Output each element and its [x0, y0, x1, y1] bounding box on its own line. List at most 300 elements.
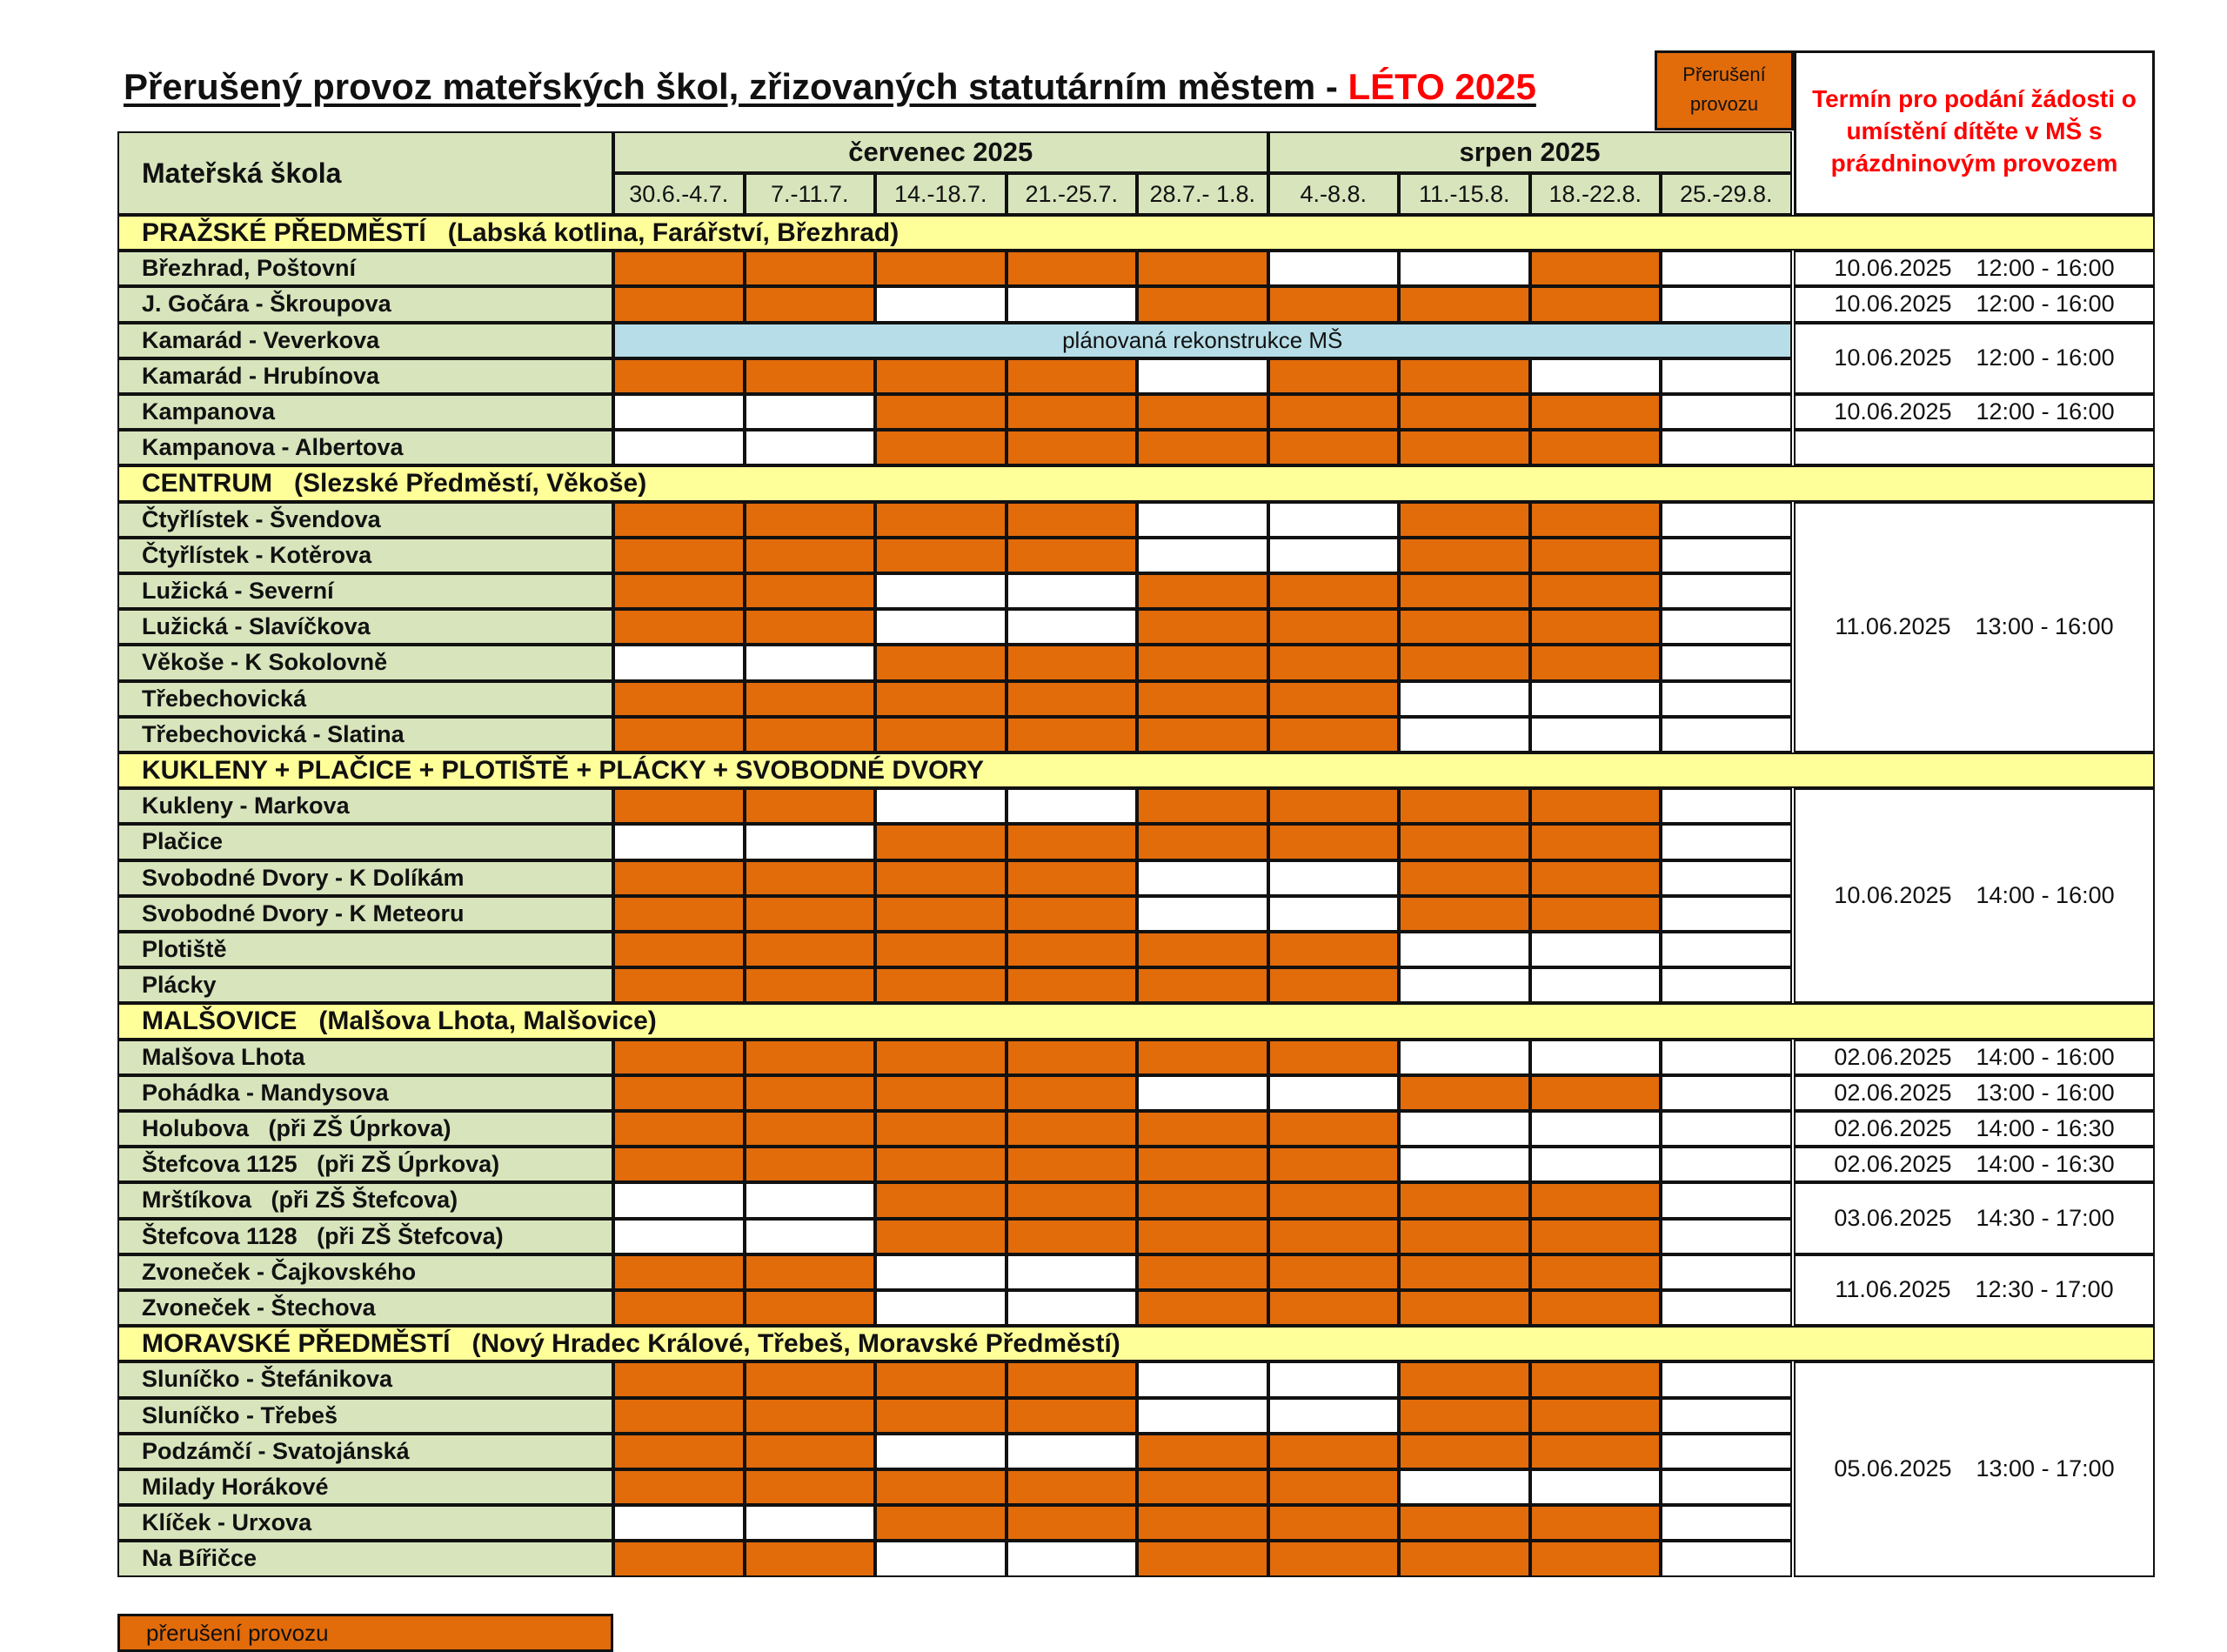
- deadline-cell: [1794, 1182, 2155, 1254]
- closure-cell: [1006, 717, 1138, 752]
- page-title-accent: LÉTO 2025: [1348, 66, 1536, 107]
- closure-cell: [1137, 967, 1268, 1003]
- closure-cell: [745, 1398, 876, 1434]
- closure-cell: [1268, 573, 1400, 609]
- open-cell: [745, 1505, 876, 1541]
- deadline-time: 14:00 - 16:00: [1976, 882, 2115, 909]
- closure-cell: [613, 681, 745, 717]
- closure-cell: [613, 1075, 745, 1111]
- open-cell: [1268, 1075, 1400, 1111]
- closure-cell: [1530, 502, 1662, 538]
- open-cell: [1268, 1398, 1400, 1434]
- open-cell: [875, 788, 1006, 824]
- closure-cell: [1399, 788, 1530, 824]
- closure-cell: [875, 430, 1006, 465]
- closure-cell: [613, 1434, 745, 1469]
- open-cell: [1399, 681, 1530, 717]
- open-cell: [1661, 1361, 1792, 1397]
- school-name: Věkoše - K Sokolovně: [117, 645, 613, 680]
- closure-cell: [1399, 573, 1530, 609]
- closure-cell: [1137, 1254, 1268, 1290]
- school-name: Mrštíkova (při ZŠ Štefcova): [117, 1182, 613, 1218]
- closure-cell: [1268, 1219, 1400, 1254]
- closure-cell: [1268, 717, 1400, 752]
- closure-cell: [1268, 1147, 1400, 1182]
- closure-cell: [875, 896, 1006, 932]
- deadline-time: 14:00 - 16:00: [1976, 1043, 2115, 1070]
- closure-cell: [875, 932, 1006, 967]
- week-header: 25.-29.8.: [1661, 173, 1792, 215]
- open-cell: [613, 430, 745, 465]
- open-cell: [1399, 1469, 1530, 1505]
- school-column-header: Mateřská škola: [117, 131, 613, 215]
- week-header: 4.-8.8.: [1268, 173, 1400, 215]
- open-cell: [1268, 251, 1400, 286]
- closure-cell: [1268, 609, 1400, 645]
- closure-cell: [875, 1469, 1006, 1505]
- deadline-date: 10.06.2025: [1834, 255, 1952, 282]
- school-name: Kamarád - Veverkova: [117, 323, 613, 358]
- closure-cell: [613, 358, 745, 394]
- open-cell: [1006, 573, 1138, 609]
- open-cell: [1661, 538, 1792, 573]
- school-name: Sluníčko - Štefánikova: [117, 1361, 613, 1397]
- closure-cell: [745, 1040, 876, 1075]
- section-row: PRAŽSKÉ PŘEDMĚSTÍ (Labská kotlina, Farářství, Březhrad): [117, 215, 2155, 251]
- closure-cell: [745, 932, 876, 967]
- closure-cell: [1006, 1040, 1138, 1075]
- open-cell: [1137, 896, 1268, 932]
- deadline-time: 14:00 - 16:30: [1976, 1151, 2115, 1178]
- closure-cell: [1006, 1219, 1138, 1254]
- closure-cell: [875, 1505, 1006, 1541]
- closure-cell: [745, 573, 876, 609]
- open-cell: [1006, 1434, 1138, 1469]
- closure-cell: [1137, 430, 1268, 465]
- open-cell: [1399, 251, 1530, 286]
- week-header: 7.-11.7.: [745, 173, 876, 215]
- deadline-time: 13:00 - 16:00: [1975, 613, 2114, 640]
- closure-cell: [1006, 896, 1138, 932]
- open-cell: [875, 286, 1006, 322]
- school-name: Na Bířičce: [117, 1541, 613, 1576]
- closure-cell: [1399, 286, 1530, 322]
- open-cell: [1137, 502, 1268, 538]
- open-cell: [1661, 1182, 1792, 1218]
- school-name: Svobodné Dvory - K Dolíkám: [117, 860, 613, 896]
- deadline-cell: [1794, 251, 2155, 286]
- week-header: 11.-15.8.: [1399, 173, 1530, 215]
- section-row: CENTRUM (Slezské Předměstí, Věkoše): [117, 465, 2155, 501]
- month-header: srpen 2025: [1268, 131, 1792, 173]
- open-cell: [613, 1219, 745, 1254]
- closure-cell: [745, 1075, 876, 1111]
- school-name: Zvoneček - Čajkovského: [117, 1254, 613, 1290]
- closure-cell: [1399, 1182, 1530, 1218]
- deadline-cell: [1794, 1361, 2155, 1576]
- closure-cell: [1399, 1398, 1530, 1434]
- school-name: Sluníčko - Třebeš: [117, 1398, 613, 1434]
- closure-cell: [1137, 1182, 1268, 1218]
- open-cell: [1661, 896, 1792, 932]
- open-cell: [1268, 860, 1400, 896]
- closure-cell: [1399, 824, 1530, 859]
- open-cell: [745, 394, 876, 430]
- open-cell: [1661, 860, 1792, 896]
- closure-cell: [1006, 824, 1138, 859]
- deadline-time: 12:00 - 16:00: [1976, 255, 2115, 282]
- open-cell: [745, 1182, 876, 1218]
- closure-cell: [1268, 824, 1400, 859]
- school-name: Zvoneček - Štechova: [117, 1290, 613, 1326]
- closure-cell: [613, 788, 745, 824]
- school-name: Milady Horákové: [117, 1469, 613, 1505]
- closure-cell: [1268, 1505, 1400, 1541]
- open-cell: [1137, 1075, 1268, 1111]
- closure-cell: [1137, 609, 1268, 645]
- open-cell: [1006, 609, 1138, 645]
- closure-cell: [1530, 1541, 1662, 1576]
- closure-cell: [1006, 1111, 1138, 1147]
- closure-cell: [875, 1075, 1006, 1111]
- deadline-time: 13:00 - 17:00: [1976, 1455, 2115, 1482]
- school-name: Klíček - Urxova: [117, 1505, 613, 1541]
- deadline-cell: [1794, 286, 2155, 322]
- closure-cell: [875, 1219, 1006, 1254]
- closure-cell: [1399, 860, 1530, 896]
- deadline-cell: [1794, 323, 2155, 394]
- school-name: Třebechovická: [117, 681, 613, 717]
- closure-cell: [613, 1040, 745, 1075]
- closure-cell: [1399, 1075, 1530, 1111]
- deadline-time: 12:30 - 17:00: [1975, 1276, 2114, 1303]
- closure-cell: [1006, 645, 1138, 680]
- deadline-time: 13:00 - 16:00: [1976, 1079, 2115, 1106]
- deadline-cell: [1794, 394, 2155, 430]
- closure-cell: [1006, 1075, 1138, 1111]
- closure-cell: [1137, 1111, 1268, 1147]
- closure-cell: [745, 681, 876, 717]
- closure-cell: [613, 286, 745, 322]
- open-cell: [1268, 896, 1400, 932]
- closure-cell: [875, 1111, 1006, 1147]
- open-cell: [1137, 1398, 1268, 1434]
- closure-cell: [745, 1254, 876, 1290]
- closure-cell: [1399, 1541, 1530, 1576]
- closure-cell: [613, 1254, 745, 1290]
- closure-cell: [1006, 1469, 1138, 1505]
- week-header: 14.-18.7.: [875, 173, 1006, 215]
- closure-cell: [875, 358, 1006, 394]
- closure-cell: [1268, 967, 1400, 1003]
- deadline-date: 02.06.2025: [1834, 1043, 1952, 1070]
- school-name: Kampanova: [117, 394, 613, 430]
- school-name: Podzámčí - Svatojánská: [117, 1434, 613, 1469]
- closure-cell: [1399, 1254, 1530, 1290]
- open-cell: [1661, 1398, 1792, 1434]
- closure-cell: [1268, 1469, 1400, 1505]
- closure-cell: [745, 251, 876, 286]
- open-cell: [1661, 251, 1792, 286]
- closure-cell: [1399, 1434, 1530, 1469]
- deadline-date: 10.06.2025: [1834, 398, 1952, 425]
- closure-cell: [1006, 394, 1138, 430]
- closure-cell: [613, 538, 745, 573]
- closure-cell: [613, 609, 745, 645]
- closure-cell: [613, 860, 745, 896]
- closure-cell: [1006, 251, 1138, 286]
- closure-cell: [745, 1361, 876, 1397]
- open-cell: [1661, 502, 1792, 538]
- closure-cell: [745, 1290, 876, 1326]
- closure-cell: [1137, 645, 1268, 680]
- deadline-time: 12:00 - 16:00: [1976, 398, 2115, 425]
- closure-cell: [1399, 430, 1530, 465]
- open-cell: [613, 1505, 745, 1541]
- open-cell: [745, 1219, 876, 1254]
- closure-cell: [1530, 788, 1662, 824]
- closure-cell: [1137, 251, 1268, 286]
- closure-cell: [875, 860, 1006, 896]
- closure-cell: [1006, 502, 1138, 538]
- closure-cell: [1268, 788, 1400, 824]
- open-cell: [745, 430, 876, 465]
- closure-cell: [1137, 1541, 1268, 1576]
- closure-cell: [1268, 1040, 1400, 1075]
- deadline-cell: [1794, 1254, 2155, 1326]
- closure-cell: [1006, 932, 1138, 967]
- closure-cell: [745, 788, 876, 824]
- open-cell: [875, 1434, 1006, 1469]
- closure-cell: [875, 824, 1006, 859]
- closure-cell: [875, 717, 1006, 752]
- closure-cell: [1399, 538, 1530, 573]
- open-cell: [1661, 1219, 1792, 1254]
- closure-cell: [1530, 1219, 1662, 1254]
- deadline-date: 05.06.2025: [1834, 1455, 1952, 1482]
- school-name: Kampanova - Albertova: [117, 430, 613, 465]
- school-name: Kukleny - Markova: [117, 788, 613, 824]
- open-cell: [1661, 824, 1792, 859]
- open-cell: [1661, 717, 1792, 752]
- deadline-cell: [1794, 1147, 2155, 1182]
- open-cell: [1530, 1111, 1662, 1147]
- closure-cell: [1530, 538, 1662, 573]
- closure-cell: [1006, 1505, 1138, 1541]
- closure-cell: [875, 967, 1006, 1003]
- closure-cell: [1137, 1147, 1268, 1182]
- closure-cell: [1137, 1290, 1268, 1326]
- closure-cell: [613, 896, 745, 932]
- open-cell: [1399, 1111, 1530, 1147]
- closure-cell: [613, 1541, 745, 1576]
- deadline-cell: [1794, 502, 2155, 752]
- closure-cell: [1399, 358, 1530, 394]
- section-row: MORAVSKÉ PŘEDMĚSTÍ (Nový Hradec Králové, Třebeš, Moravské Předměstí): [117, 1326, 2155, 1361]
- closure-cell: [1137, 1219, 1268, 1254]
- open-cell: [1399, 1040, 1530, 1075]
- closure-cell: [613, 1361, 745, 1397]
- closure-cell: [1530, 860, 1662, 896]
- open-cell: [1661, 932, 1792, 967]
- closure-cell: [1399, 1219, 1530, 1254]
- week-header: 30.6.-4.7.: [613, 173, 745, 215]
- open-cell: [1661, 967, 1792, 1003]
- closure-cell: [745, 967, 876, 1003]
- legend-closure-swatch: Přerušení provozu: [1655, 50, 1794, 130]
- closure-cell: [1268, 394, 1400, 430]
- renovation-note: plánovaná rekonstrukce MŠ: [613, 323, 1792, 358]
- closure-cell: [1137, 824, 1268, 859]
- closure-cell: [613, 967, 745, 1003]
- closure-cell: [875, 1147, 1006, 1182]
- school-name: Kamarád - Hrubínova: [117, 358, 613, 394]
- closure-cell: [1006, 1398, 1138, 1434]
- closure-cell: [745, 860, 876, 896]
- open-cell: [1661, 645, 1792, 680]
- school-name: Třebechovická - Slatina: [117, 717, 613, 752]
- open-cell: [1661, 1290, 1792, 1326]
- open-cell: [1661, 788, 1792, 824]
- open-cell: [875, 573, 1006, 609]
- closure-cell: [1268, 1182, 1400, 1218]
- deadline-date: 11.06.2025: [1835, 613, 1951, 640]
- closure-cell: [745, 502, 876, 538]
- closure-cell: [1137, 286, 1268, 322]
- open-cell: [875, 1541, 1006, 1576]
- closure-cell: [1268, 1254, 1400, 1290]
- section-row: MALŠOVICE (Malšova Lhota, Malšovice): [117, 1003, 2155, 1039]
- open-cell: [1661, 1147, 1792, 1182]
- deadline-date: 02.06.2025: [1834, 1151, 1952, 1178]
- week-header: 28.7.- 1.8.: [1137, 173, 1268, 215]
- closure-cell: [875, 1182, 1006, 1218]
- school-name: Lužická - Severní: [117, 573, 613, 609]
- open-cell: [1399, 1147, 1530, 1182]
- closure-cell: [875, 502, 1006, 538]
- closure-cell: [745, 358, 876, 394]
- closure-cell: [1530, 1290, 1662, 1326]
- closure-cell: [1137, 1469, 1268, 1505]
- open-cell: [1661, 1505, 1792, 1541]
- open-cell: [1399, 717, 1530, 752]
- closure-cell: [1268, 1111, 1400, 1147]
- open-cell: [1268, 538, 1400, 573]
- closure-cell: [613, 932, 745, 967]
- closure-cell: [1268, 1434, 1400, 1469]
- open-cell: [745, 824, 876, 859]
- closure-cell: [613, 502, 745, 538]
- closure-cell: [1006, 430, 1138, 465]
- closure-cell: [1137, 394, 1268, 430]
- deadline-cell: [1794, 1075, 2155, 1111]
- deadline-time: 12:00 - 16:00: [1976, 291, 2115, 318]
- closure-cell: [613, 1111, 745, 1147]
- open-cell: [1530, 681, 1662, 717]
- open-cell: [1661, 1111, 1792, 1147]
- deadline-date: 02.06.2025: [1834, 1079, 1952, 1106]
- open-cell: [1661, 1075, 1792, 1111]
- open-cell: [1137, 538, 1268, 573]
- open-cell: [1661, 430, 1792, 465]
- open-cell: [613, 645, 745, 680]
- open-cell: [1661, 573, 1792, 609]
- open-cell: [613, 394, 745, 430]
- open-cell: [1661, 1541, 1792, 1576]
- week-header: 18.-22.8.: [1530, 173, 1662, 215]
- closure-cell: [875, 681, 1006, 717]
- closure-cell: [1530, 286, 1662, 322]
- closure-cell: [613, 1398, 745, 1434]
- closure-cell: [1530, 1434, 1662, 1469]
- closure-cell: [1399, 1361, 1530, 1397]
- school-name: J. Gočára - Škroupova: [117, 286, 613, 322]
- open-cell: [1661, 1469, 1792, 1505]
- school-name: Lužická - Slavíčkova: [117, 609, 613, 645]
- closure-cell: [1137, 1505, 1268, 1541]
- school-name: Čtyřlístek - Švendova: [117, 502, 613, 538]
- week-header: 21.-25.7.: [1006, 173, 1138, 215]
- closure-cell: [1006, 1182, 1138, 1218]
- closure-cell: [1530, 1398, 1662, 1434]
- open-cell: [1661, 358, 1792, 394]
- closure-cell: [1268, 681, 1400, 717]
- school-name: Březhrad, Poštovní: [117, 251, 613, 286]
- closure-cell: [1006, 1361, 1138, 1397]
- closure-cell: [1268, 358, 1400, 394]
- closure-cell: [1137, 573, 1268, 609]
- closure-cell: [613, 717, 745, 752]
- deadline-time: 14:30 - 17:00: [1976, 1205, 2115, 1232]
- open-cell: [1661, 609, 1792, 645]
- closure-cell: [745, 1469, 876, 1505]
- open-cell: [1530, 967, 1662, 1003]
- closure-cell: [745, 1434, 876, 1469]
- closure-cell: [613, 251, 745, 286]
- deadline-date: 10.06.2025: [1834, 882, 1952, 909]
- deadline-cell: [1794, 430, 2155, 465]
- closure-cell: [1399, 1290, 1530, 1326]
- school-name: Plotiště: [117, 932, 613, 967]
- closure-cell: [613, 1469, 745, 1505]
- closure-cell: [1530, 1505, 1662, 1541]
- closure-cell: [1268, 430, 1400, 465]
- deadline-date: 10.06.2025: [1834, 291, 1952, 318]
- open-cell: [875, 1254, 1006, 1290]
- school-name: Pohádka - Mandysova: [117, 1075, 613, 1111]
- closure-cell: [875, 251, 1006, 286]
- closure-cell: [745, 609, 876, 645]
- closure-cell: [1268, 645, 1400, 680]
- open-cell: [1006, 286, 1138, 322]
- closure-cell: [1006, 967, 1138, 1003]
- closure-cell: [1530, 1182, 1662, 1218]
- closure-cell: [1137, 788, 1268, 824]
- closure-cell: [875, 394, 1006, 430]
- closure-cell: [1399, 896, 1530, 932]
- closure-cell: [1530, 1075, 1662, 1111]
- open-cell: [1530, 717, 1662, 752]
- closure-cell: [1137, 681, 1268, 717]
- open-cell: [1137, 1361, 1268, 1397]
- closure-cell: [1399, 394, 1530, 430]
- closure-cell: [1006, 1147, 1138, 1182]
- closure-cell: [875, 1398, 1006, 1434]
- closure-cell: [745, 1541, 876, 1576]
- open-cell: [875, 609, 1006, 645]
- closure-cell: [1530, 896, 1662, 932]
- open-cell: [1399, 967, 1530, 1003]
